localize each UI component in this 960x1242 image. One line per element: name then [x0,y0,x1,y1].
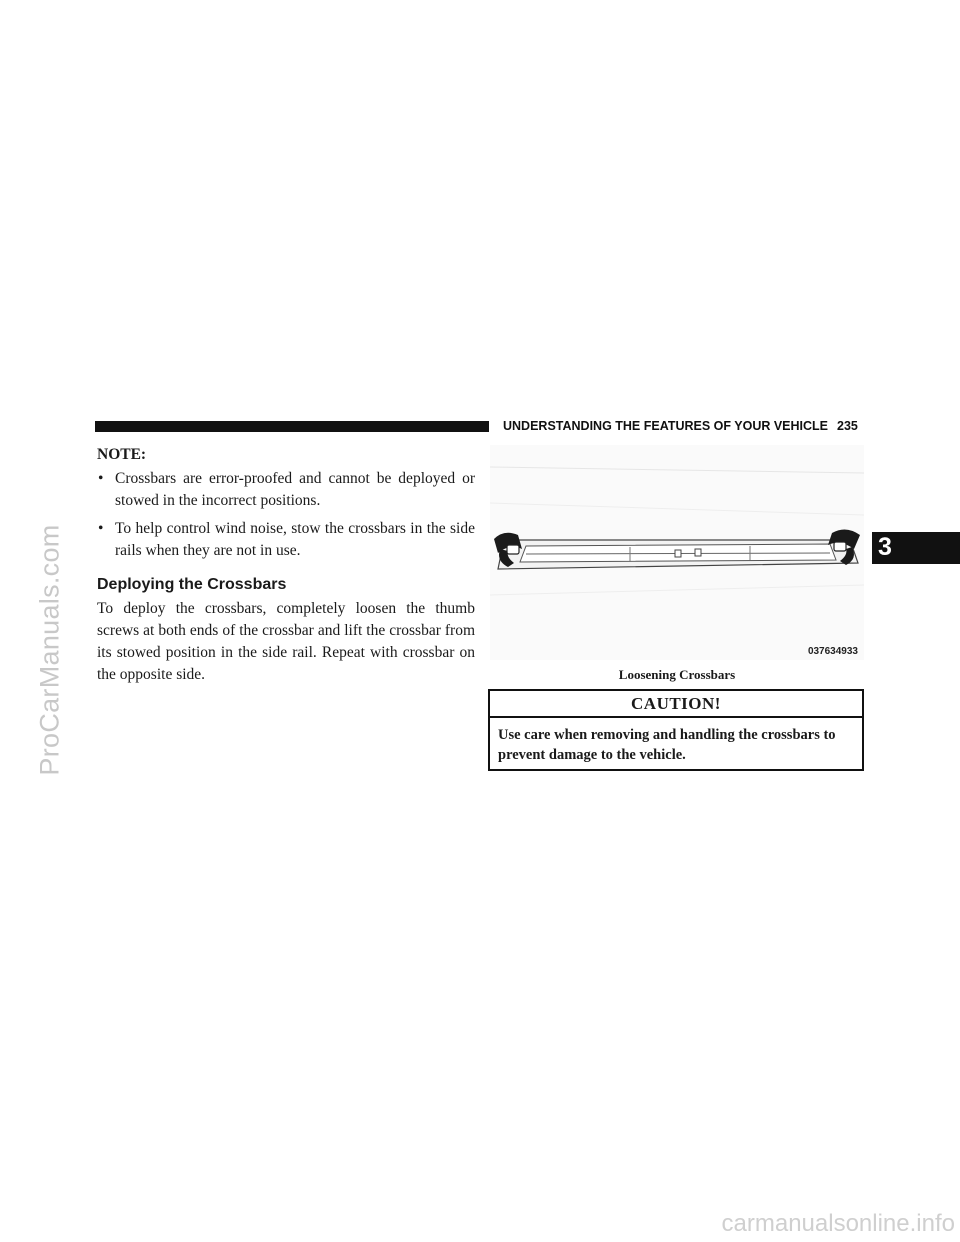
caution-text: Use care when removing and handling the crossbars to prevent damage to the vehicle. [498,727,836,763]
watermark-carmanualsonline: carmanualsonline.info [721,1210,955,1237]
note-bullet-text: To help control wind noise, stow the crossbars in the side rails when they are not in use. [115,520,475,559]
left-column [97,444,475,686]
note-bullet [97,518,475,562]
caution-box [488,689,864,771]
caution-title: CAUTION! [490,691,862,718]
section-title: UNDERSTANDING THE FEATURES OF YOUR VEHICLE [503,419,829,433]
note-title: NOTE: [97,446,147,463]
header-rule [95,421,489,432]
watermark-procarmanuals: ProCarManuals.com [34,524,65,776]
note-bullet-text: Crossbars are error-proofed and cannot be deployed or stowed in the incorrect positions. [115,470,475,509]
chapter-tab [872,532,960,564]
running-header [503,419,858,433]
note-bullet [97,468,475,512]
chapter-number: 3 [878,533,892,561]
bullet-dot: • [98,470,104,487]
page-number: 235 [837,419,858,433]
section-heading: Deploying the Crossbars [97,576,287,593]
bullet-dot: • [98,520,104,537]
figure-caption: Loosening Crossbars [618,667,736,682]
deploy-paragraph: To deploy the crossbars, completely loosen the thumb screws at both ends of the crossbar and lift the crossbar from its stowed position in the side rail. Repeat with crossbar on the opposite side. [97,600,475,683]
crossbar-drawing [490,445,864,660]
figure-code: 037634933 [807,646,858,657]
crossbar-illustration [490,445,864,660]
